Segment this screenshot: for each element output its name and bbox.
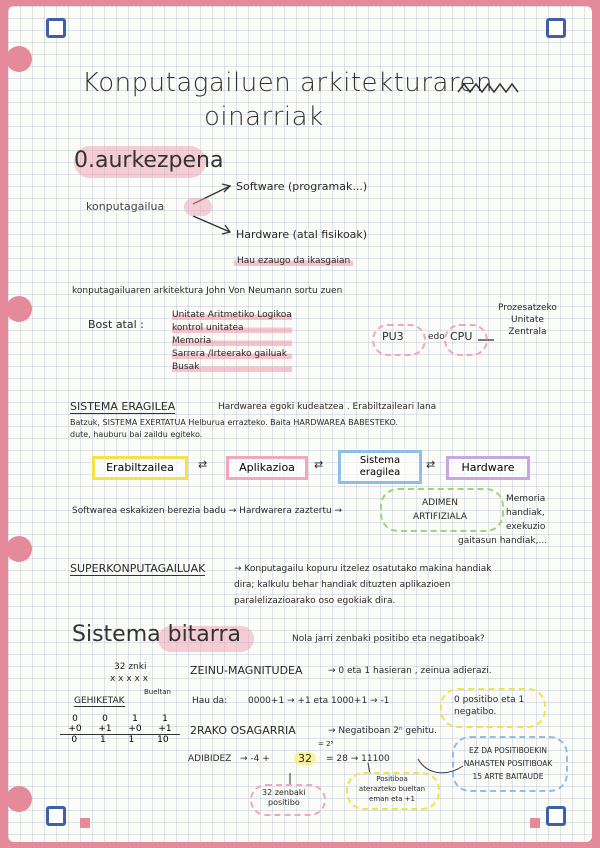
birako-text: → Negatiboan 2ⁿ gehitu.: [328, 726, 437, 736]
cpu-label: CPU: [450, 330, 473, 343]
positibo-cloud: 0 positibo eta 1 negatibo.: [454, 695, 525, 717]
edo-label: edo: [428, 332, 445, 342]
list-item: kontrol unitatea: [172, 323, 292, 333]
se-text: dute, hauburu bai zaildu egiteko.: [70, 430, 203, 439]
chain-box: Sistema eragilea: [338, 450, 422, 484]
prozesatzeko-note: Prozesatzeko Unitate Zentrala: [498, 303, 557, 337]
se-text: Batzuk, SISTEMA EXERTATUA Helburua errazteko. Baita HARDWAREA BABESTEKO.: [70, 418, 398, 427]
binary-sums: 0 0 1 1 +0 +1 +0 +1 0 1 1 10: [60, 714, 180, 745]
softwarea-text: Softwarea eskakizen berezia badu → Hardwarera zaztertu →: [72, 506, 343, 516]
adibidez-32: 32: [294, 752, 316, 765]
super-text: paralelizazioarako oso egokiak dira.: [234, 596, 396, 606]
hau-da-values: 0000+1 → +1 eta 1000+1 → -1: [248, 696, 390, 706]
list-item: Unitate Aritmetiko Logikoa: [172, 310, 292, 320]
superkonputagailuak-heading: SUPERKONPUTAGAILUAK: [70, 562, 206, 575]
adibidez-result: = 28 → 11100: [326, 754, 390, 764]
hardware-label: Hardware (atal fisikoak): [236, 228, 368, 241]
chain-box: Erabiltzailea: [92, 456, 188, 480]
list-item: Busak: [172, 362, 292, 372]
xx-label: x x x x x: [110, 674, 149, 684]
bost-atal-label: Bost atal :: [88, 318, 144, 331]
super-text: → Konputagailu kopuru itzelez osatutako makina handiak: [234, 564, 492, 574]
super-text: dira; kalkulu behar handiak dituzten aplikazioen: [234, 580, 451, 590]
sistema-eragilea-heading: SISTEMA ERAGILEA: [70, 400, 176, 413]
parts-list: [172, 310, 292, 372]
pu3-label: PU3: [382, 330, 404, 343]
gehiketak-heading: GEHIKETAK: [74, 696, 125, 706]
birako-heading: 2RAKO OSAGARRIA: [190, 724, 296, 737]
neumann-text: konputagailuaren arkitektura John Von Neumann sortu zuen: [72, 286, 343, 296]
arrow-icon: [193, 216, 230, 232]
chain-box: Hardware: [446, 456, 530, 480]
z32-label: 32 znki: [114, 662, 147, 672]
ez-da-cloud: EZ DA POSITIBOEKIN NAHASTEN POSITIBOAK 15 ARTE BAITAUDE: [463, 746, 553, 781]
zeinu-heading: ZEINU-MAGNITUDEA: [190, 664, 303, 677]
list-item: Sarrera /Irteerako gailuak: [172, 349, 292, 359]
software-label: Software (programak...): [236, 180, 368, 193]
adibidez-label: ADIBIDEZ: [188, 754, 232, 764]
zenbaki-cloud: 32 zenbaki positibo: [262, 788, 306, 807]
zeinu-text: → 0 eta 1 hasieran , zeinua adierazi.: [328, 666, 492, 676]
memoria-note: Memoria handiak, exekuzio: [506, 494, 546, 532]
memoria-note-tail: gaitasun handiak,...: [458, 536, 548, 546]
notebook-page: Konputagailuen arkitekturaren oinarriak 0.aurkezpena konputagailua Software (programak...) Hardware (atal fisikoak) Hau ezaugo da ikasgaian konputagailuaren arkitektura John Von Neumann sortu zuen Bost atal : Unitate Aritmetiko Logikoa kontrol unitatea Memoria Sarrera /Irteerako gailuak Busak PU3 edo CPU Prozesatzeko Unitate Zentrala SISTEMA ERAGILEA Hardwarea egoki kudeatzea . Erabiltzaileari lana Batzuk, SISTEMA EXERTATUA Helburua errazteko. Baita HARDWAREA BABESTEKO. dute, hauburu bai zaildu egiteko. Erabiltzailea ⇄ Aplikazioa ⇄ Sistema eragilea ⇄ Hardware Softwarea eskakizen berezia badu → Hardwarera zaztertu → ADIMEN ARTIFIZIALA Memoria handiak, exekuzio gaitasun handiak,... SUPERKONPUTAGAILUAK → Konputagailu kopuru itzelez osatutako makina handiak dira; kalkulu behar handiak dituzten aplikazioen paralelizazioarako oso egokiak dira. Sistema bitarra Nola jarri zenbaki positibo eta negatiboak? 32 znki x x x x x ZEINU-MAGNITUDEA → 0 eta 1 hasieran , zeinua adierazi. GEHIKETAK Bueltan Hau da: 0000+1 → +1 eta 1000+1 → -1 0 positibo eta 1 negatibo. 0 0 1 1 +0 +1 +0 +1 0 1 1 10 2RAKO OSAGARRIA → Negatiboan 2ⁿ gehitu. ADIBIDEZ → -4 + 32 = 28 → 11100 = 2⁵ 32 zenbaki positibo Positiboa aterazteko bueltan eman eta +1 EZ DA POSITIBOEKIN NAHASTEN POSITIBOAK 15 ARTE BAITAUDE: [8, 6, 592, 842]
page-title-line2: oinarriak: [204, 102, 324, 132]
bueltan-note: Bueltan: [144, 688, 171, 696]
positibo-bueltan-cloud: Positiboa aterazteko bueltan eman eta +1: [358, 775, 426, 803]
adibidez-expr: → -4 +: [240, 754, 270, 764]
exponent-note: = 2⁵: [318, 740, 334, 748]
se-text: Hardwarea egoki kudeatzea . Erabiltzaileari lana: [218, 402, 437, 412]
page-title: Konputagailuen arkitekturaren: [82, 68, 493, 98]
konputagailua-label: konputagailua: [86, 200, 165, 213]
nola-text: Nola jarri zenbaki positibo eta negatiboak?: [292, 634, 485, 644]
section-heading: Sistema bitarra: [72, 622, 241, 647]
section-heading: 0.aurkezpena: [74, 148, 224, 173]
adimen-cloud: ADIMEN ARTIFIZIALA: [412, 498, 468, 522]
hau-ezagutzeko: Hau ezaugo da ikasgaian: [234, 256, 353, 266]
list-item: Memoria: [172, 336, 292, 346]
hau-da-label: Hau da:: [192, 696, 228, 706]
chain-box: Aplikazioa: [226, 456, 308, 480]
